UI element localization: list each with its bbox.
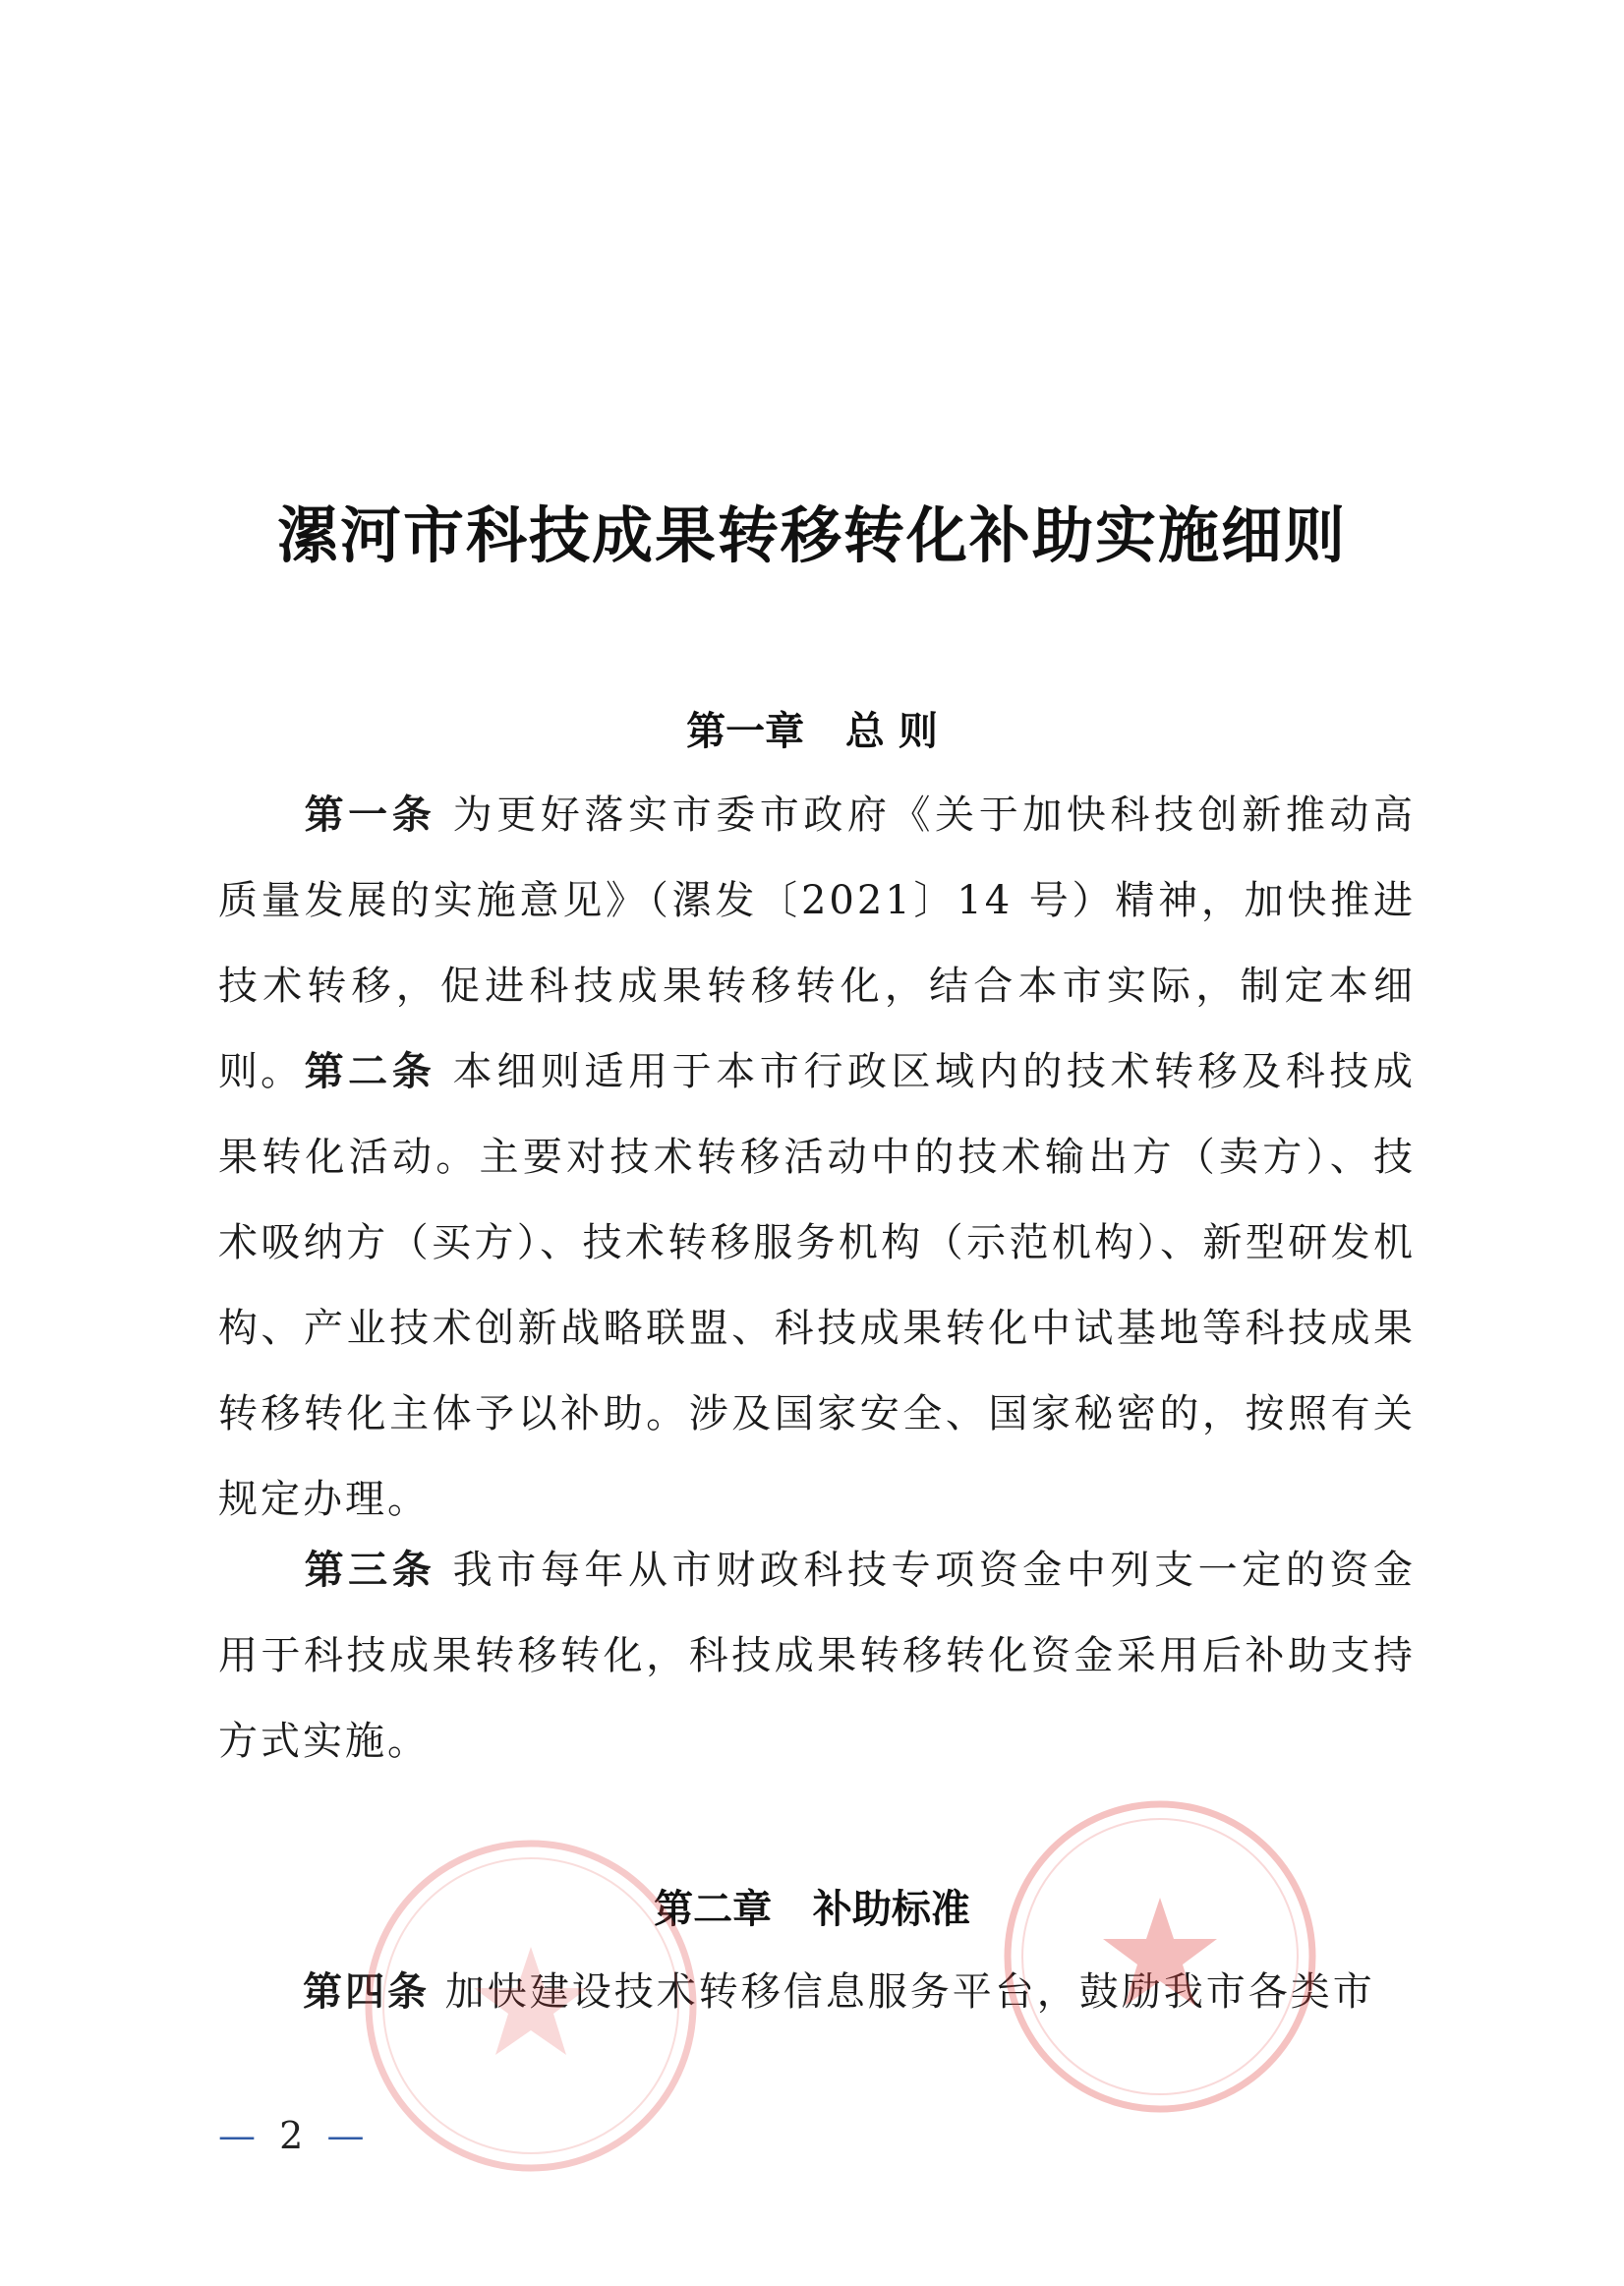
- official-seal-right: [993, 1789, 1327, 2124]
- article-label: 第一条: [303, 792, 436, 838]
- page-number-value: 2: [279, 2114, 304, 2157]
- chapter-name: 总 则: [844, 709, 938, 754]
- chapter-heading-1: [0, 700, 1624, 756]
- article-label: 第三条: [303, 1548, 436, 1593]
- chapter-label: 第一章: [686, 709, 805, 754]
- article-label: 第四条: [303, 1969, 430, 2015]
- chapter-name: 补助标准: [812, 1887, 970, 1932]
- chapter-label: 第二章: [654, 1887, 773, 1932]
- page-number: [218, 2114, 365, 2157]
- page-dash-left: —: [218, 2114, 256, 2157]
- article-3: [218, 1528, 1416, 1785]
- article-text: 本细则适用于本市行政区域内的技术转移及科技成果转化活动。主要对技术转移活动中的技术输出方（卖方）、技术吸纳方（买方）、技术转移服务机构（示范机构）、新型研发机构、产业技术创新战略联盟、科技成果转化中试基地等科技成果转移转化主体予以补助。涉及国家安全、国家秘密的，按照有关规定办理。: [218, 1049, 1417, 1522]
- article-text: 我市每年从市财政科技专项资金中列支一定的资金用于科技成果转移转化，科技成果转移转化资金采用后补助支持方式实施。: [218, 1548, 1417, 1764]
- article-2: [218, 1029, 1416, 1543]
- page-dash-right: —: [326, 2114, 365, 2157]
- document-title: 漯河市科技成果转移转化补助实施细则: [276, 499, 1347, 571]
- article-label: 第二条: [303, 1049, 436, 1094]
- official-seal-left: [354, 1829, 708, 2183]
- chapter-heading-2: [0, 1878, 1624, 1934]
- article-text: 加快建设技术转移信息服务平台，鼓励我市各类市: [444, 1969, 1375, 2015]
- article-text: 为更好落实市委市政府《关于加快科技创新推动高质量发展的实施意见》（漯发〔2021〕14 号）精神，加快推进技术转移，促进科技成果转移转化，结合本市实际，制定本细则。: [218, 792, 1417, 1094]
